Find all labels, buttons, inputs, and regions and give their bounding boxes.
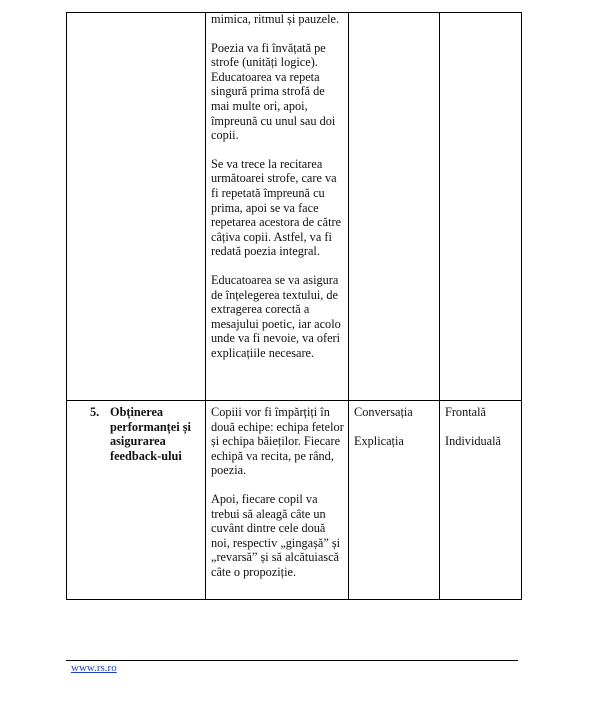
activity-cell-top	[211, 12, 344, 374]
column-divider	[205, 12, 206, 600]
organization-item: Individuală	[445, 433, 502, 448]
activity-paragraph: Copiii vor fi împărțiți în două echipe: echipa fetelor și echipa băieților. Fiecare echipă va recita, pe rând, poezia.	[211, 405, 344, 478]
activity-paragraph: mimica, ritmul și pauzele.	[211, 12, 340, 26]
footer-website-link[interactable]: www.rs.ro	[71, 662, 117, 674]
footer-divider	[66, 660, 518, 661]
column-divider	[348, 12, 349, 600]
row-divider	[66, 400, 522, 401]
methods-cell	[354, 405, 440, 462]
method-item: Explicația	[354, 433, 404, 448]
method-item: Conversația	[354, 405, 413, 419]
activity-paragraph: Educatoarea se va asigura de înțelegerea textului, de extragerea corectă a mesajului poetic, iar acolo unde va fi nevoie, va oferi explicațiile necesare.	[211, 272, 341, 360]
activity-paragraph: Se va trece la recitarea următoarei strofe, care va fi repetată împreună cu prima, apoi se va face repetarea acestora de către câțiva copii. Astfel, va fi redată poezia integral.	[211, 156, 342, 259]
activity-cell-step5	[211, 405, 344, 594]
activity-paragraph: Poezia va fi învățată pe strofe (unități logice). Educatoarea va repeta singură prima strofă de mai multe ori, apoi, împreună cu unul sau doi copii.	[211, 40, 336, 143]
organization-item: Frontală	[445, 405, 486, 419]
step-title: Obținerea performanței și asigurarea feedback-ului	[110, 405, 191, 463]
step-number: 5.	[90, 405, 100, 419]
column-divider	[439, 12, 440, 600]
activity-paragraph: Apoi, fiecare copil va trebui să aleagă câte un cuvânt dintre cele două noi, respectiv „gingașă” și „revarsă” și să alcătuiască câte o propoziție.	[211, 491, 341, 579]
organization-cell	[445, 405, 519, 462]
